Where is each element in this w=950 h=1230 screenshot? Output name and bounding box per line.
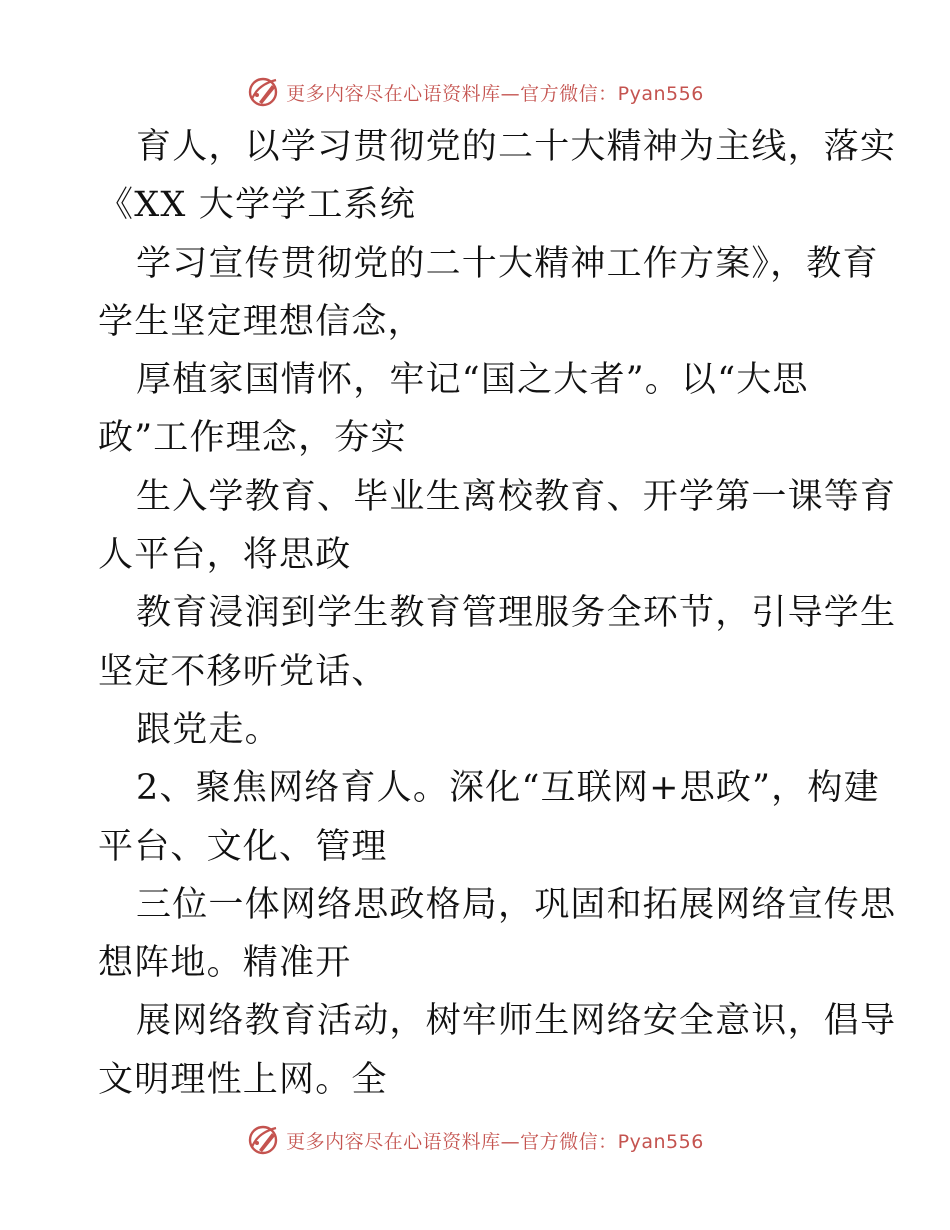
text-line: 《XX 大学学工系统: [98, 185, 416, 226]
text-line: 学习宣传贯彻党的二十大精神工作方案》，教育: [136, 243, 879, 284]
text-line: 文明理性上网。全: [98, 1059, 388, 1100]
text-line: 生入学教育、毕业生离校教育、开学第一课等育: [136, 476, 897, 517]
pen-logo-icon: [246, 1123, 280, 1157]
text-line: 平台、文化、管理: [98, 826, 388, 867]
text-line: 展网络教育活动，树牢师生网络安全意识，倡导: [136, 1001, 897, 1042]
text-line: 坚定不移听党话、: [98, 651, 388, 692]
text-line: 想阵地。精准开: [98, 943, 352, 984]
text-line: 三位一体网络思政格局，巩固和拓展网络宣传思: [136, 884, 897, 925]
text-line: 学生坚定理想信念，: [98, 301, 424, 342]
text-line: 育人，以学习贯彻党的二十大精神为主线，落实: [136, 127, 897, 167]
document-body: [98, 118, 897, 1109]
text-line: 人平台，将思政: [98, 535, 352, 576]
watermark-text: 更多内容尽在心语资料库—官方微信：Pyan556: [286, 1130, 704, 1153]
watermark-text: 更多内容尽在心语资料库—官方微信：Pyan556: [286, 82, 704, 105]
text-line: 2、聚焦网络育人。深化“互联网+思政”，构建: [136, 768, 880, 809]
text-line: 政”工作理念，夯实: [98, 418, 407, 459]
footer-watermark: [0, 1120, 950, 1160]
text-line: 教育浸润到学生教育管理服务全环节，引导学生: [136, 593, 897, 634]
pen-logo-icon: [246, 75, 280, 109]
text-line: 跟党走。: [136, 709, 281, 750]
text-line: 厚植家国情怀，牢记“国之大者”。以“大思: [136, 360, 809, 401]
header-watermark: [0, 72, 950, 112]
